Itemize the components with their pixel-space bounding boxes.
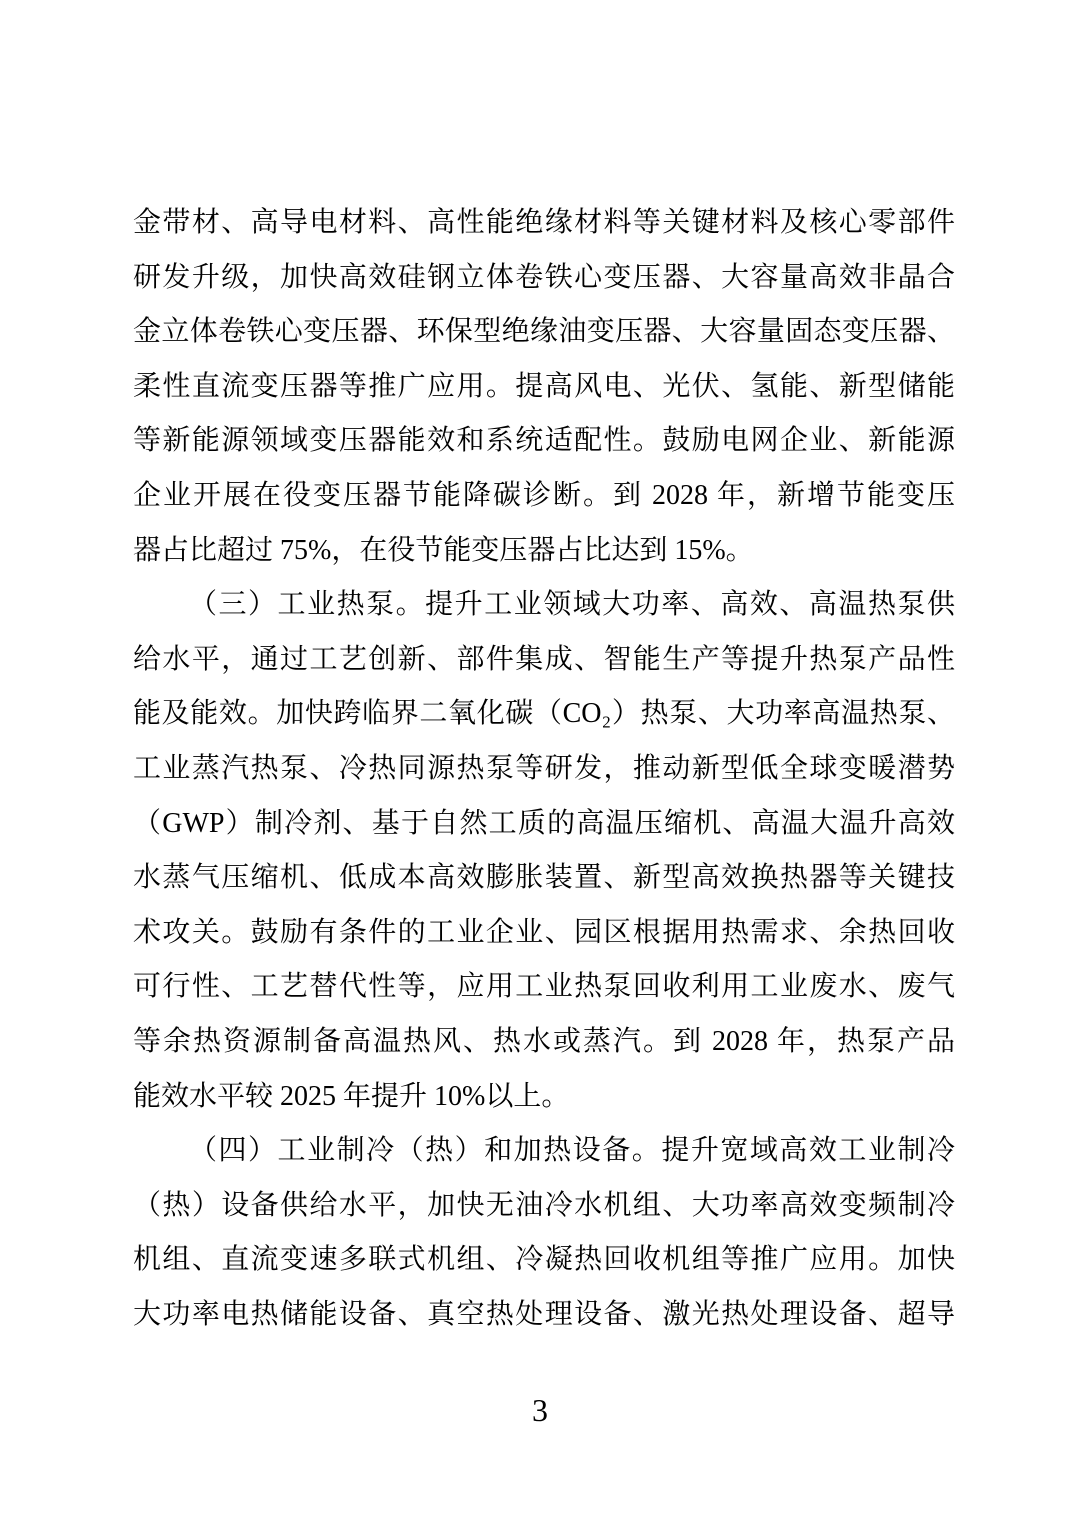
paragraph-line: 工业蒸汽热泵、冷热同源热泵等研发，推动新型低全球变暖潜势: [133, 752, 955, 784]
paragraph-line: 可行性、工艺替代性等，应用工业热泵回收利用工业废水、废气: [133, 971, 955, 1003]
paragraph-line: 金带材、高导电材料、高性能绝缘材料等关键材料及核心零部件: [133, 207, 955, 238]
paragraph-line: （热）设备供给水平，加快无油冷水机组、大功率高效变频制冷: [133, 1189, 955, 1221]
section-3-first-line: [133, 578, 955, 633]
paragraph-line: 机组、直流变速多联式机组、冷凝热回收机组等推广应用。加快: [133, 1244, 955, 1276]
paragraph-line: 等新能源领域变压器能效和系统适配性。鼓励电网企业、新能源: [133, 425, 955, 457]
paragraph-line: 能及能效。加快跨临界二氧化碳（CO₂）热泵、大功率高温热泵、: [133, 698, 955, 730]
document-body: [133, 196, 955, 1342]
paragraph-line: 给水平，通过工艺创新、部件集成、智能生产等提升热泵产品性: [133, 643, 955, 675]
paragraph-line: 企业开展在役变压器节能降碳诊断。到 2028 年，新增节能变压: [133, 479, 955, 511]
paragraph-line: 大功率电热储能设备、真空热处理设备、激光热处理设备、超导: [133, 1298, 955, 1330]
paragraph-line: 柔性直流变压器等推广应用。提高风电、光伏、氢能、新型储能: [133, 370, 955, 402]
section-4-heading: （四）工业制冷（热）和加热设备。: [189, 1135, 662, 1167]
page-number: 3: [532, 1392, 548, 1428]
paragraph-line: 金立体卷铁心变压器、环保型绝缘油变压器、大容量固态变压器、: [133, 316, 955, 348]
section-4-first-line: [133, 1124, 955, 1179]
section-4-lead-text: 提升宽域高效工业制冷: [661, 1135, 955, 1167]
section-3-lead-text: 提升工业领域大功率、高效、高温热泵供: [425, 589, 955, 621]
paragraph-line: 等余热资源制备高温热风、热水或蒸汽。到 2028 年，热泵产品: [133, 1025, 955, 1057]
paragraph-line: 器占比超过 75%，在役节能变压器占比达到 15%。: [133, 534, 754, 566]
paragraph-line: 研发升级，加快高效硅钢立体卷铁心变压器、大容量高效非晶合: [133, 261, 955, 293]
paragraph-line: （GWP）制冷剂、基于自然工质的高温压缩机、高温大温升高效: [133, 807, 955, 839]
section-3-heading: （三）工业热泵。: [189, 589, 426, 621]
paragraph-line: 术攻关。鼓励有条件的工业企业、园区根据用热需求、余热回收: [133, 916, 955, 948]
paragraph-line: 水蒸气压缩机、低成本高效膨胀装置、新型高效换热器等关键技: [133, 862, 955, 894]
paragraph-line: 能效水平较 2025 年提升 10%以上。: [133, 1080, 570, 1112]
